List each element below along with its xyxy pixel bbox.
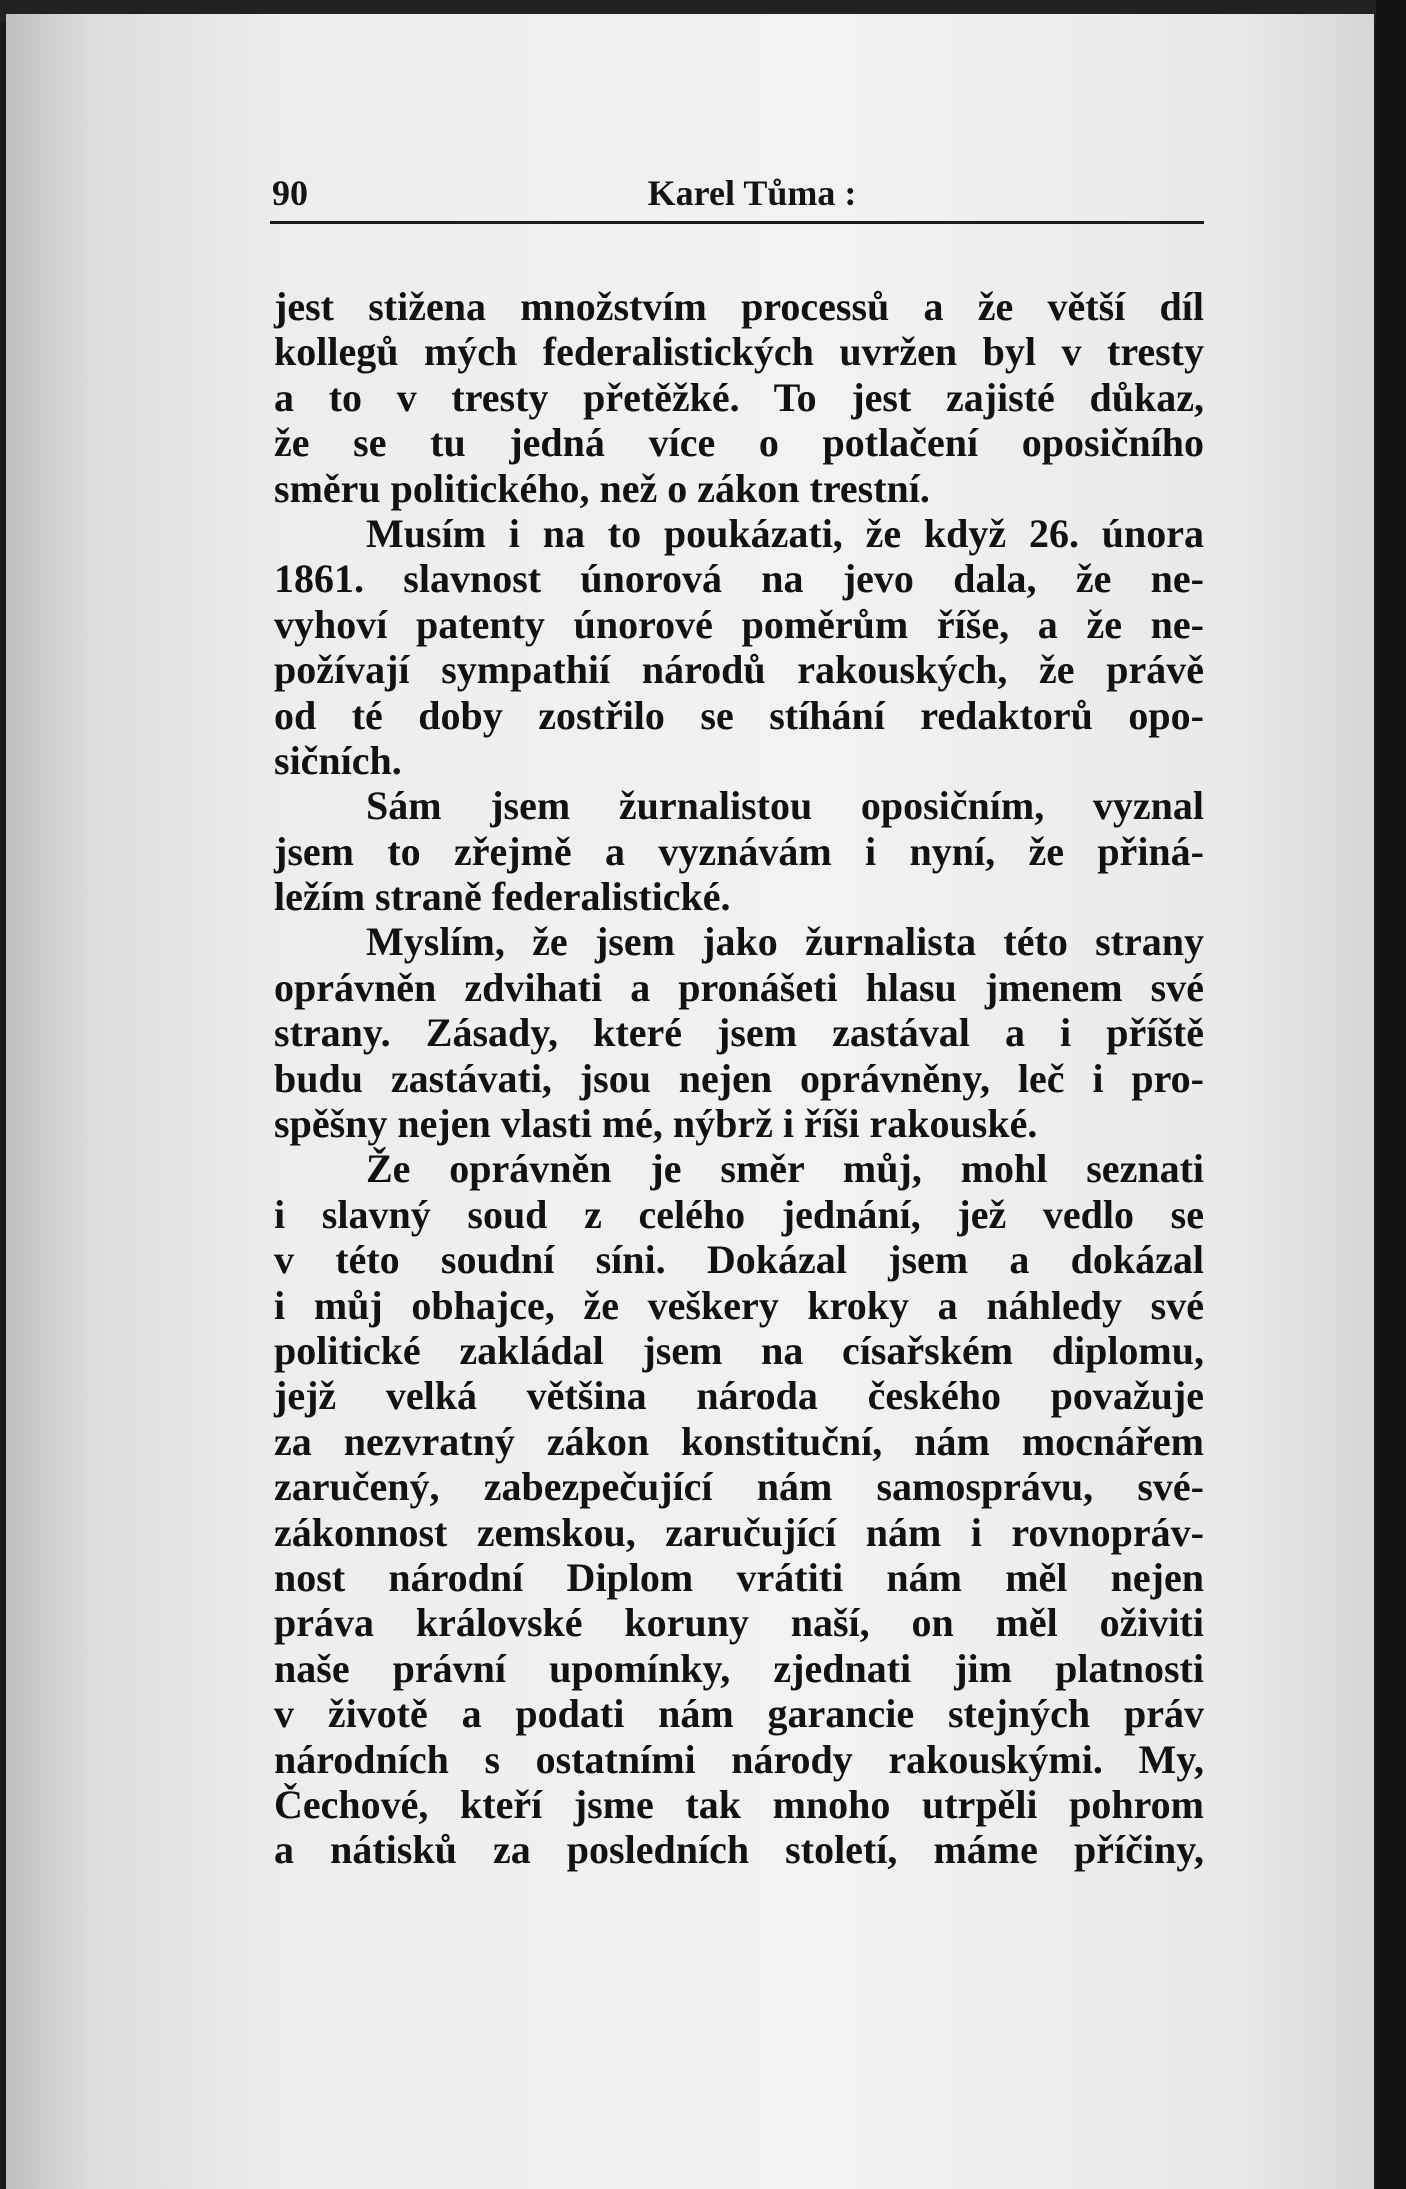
text-line: práva královské koruny naší, on měl oživiti — [274, 1600, 1204, 1646]
page-number: 90 — [272, 173, 308, 213]
text-line: jest stižena množstvím processů a že větší díl — [274, 284, 1204, 329]
text-line: Myslím, že jsem jako žurnalista této strany — [366, 919, 1204, 965]
text-line: jejž velká většina národa českého považuje — [274, 1373, 1204, 1419]
text-line: směru politického, než o zákon trestní. — [274, 465, 930, 511]
text-line: budu zastávati, jsou nejen oprávněny, leč i pro- — [274, 1055, 1204, 1101]
text-line: Že oprávněn je směr můj, mohl seznati — [366, 1146, 1204, 1192]
text-line: v životě a podati nám garancie stejných práv — [274, 1691, 1204, 1737]
book-page — [6, 14, 1374, 2189]
text-line: Sám jsem žurnalistou oposičním, vyznal — [366, 783, 1204, 829]
text-line: oprávněn zdvihati a pronášeti hlasu jmenem své — [274, 964, 1204, 1010]
text-line: naše právní upomínky, zjednati jim platnosti — [274, 1645, 1204, 1691]
text-line: od té doby zostřilo se stíhání redaktorů opo- — [274, 692, 1204, 738]
text-line: za nezvratný zákon konstituční, nám mocnářem — [274, 1418, 1204, 1464]
text-line: Musím i na to poukázati, že když 26. února — [366, 510, 1204, 556]
text-line: kollegů mých federalistických uvržen byl v tresty — [274, 329, 1204, 375]
text-line: jsem to zřejmě a vyznávám i nyní, že přiná- — [274, 828, 1204, 874]
text-line: zákonnost zemskou, zaručující nám i rovnopráv- — [274, 1509, 1204, 1555]
text-line: a nátisků za posledních století, máme příčiny, — [274, 1827, 1204, 1873]
text-line: vyhoví patenty únorové poměrům říše, a že ne- — [274, 601, 1204, 647]
text-line: spěšny nejen vlasti mé, nýbrž i říši rakouské. — [274, 1101, 1038, 1147]
text-line: Čechové, kteří jsme tak mnoho utrpěli pohrom — [274, 1781, 1204, 1827]
text-line: i slavný soud z celého jednání, jež vedlo se — [274, 1191, 1204, 1237]
text-line: národních s ostatními národy rakouskými. My, — [274, 1736, 1204, 1782]
text-line: v této soudní síni. Dokázal jsem a dokázal — [274, 1237, 1204, 1283]
text-line: strany. Zásady, které jsem zastával a i příště — [274, 1010, 1204, 1056]
text-line: i můj obhajce, že veškery kroky a náhledy své — [274, 1282, 1204, 1328]
text-line: že se tu jedná více o potlačení oposičního — [274, 420, 1204, 466]
running-head-title: Karel Tůma : — [647, 173, 857, 213]
scan-border-right — [1376, 0, 1406, 2189]
running-head — [270, 172, 1204, 224]
text-line: zaručený, zabezpečující nám samosprávu, své- — [274, 1464, 1204, 1510]
text-line: nost národní Diplom vrátiti nám měl nejen — [274, 1554, 1204, 1600]
text-line: politické zakládal jsem na císařském diplomu, — [274, 1327, 1204, 1373]
text-line: a to v tresty přetěžké. To jest zajisté důkaz, — [274, 374, 1204, 420]
body-text — [274, 284, 1204, 1873]
text-line: sičních. — [274, 737, 402, 783]
text-line: ležím straně federalistické. — [274, 874, 731, 920]
text-line: 1861. slavnost únorová na jevo dala, že ne- — [274, 556, 1204, 602]
text-line: požívají sympathií národů rakouských, že právě — [274, 647, 1204, 693]
